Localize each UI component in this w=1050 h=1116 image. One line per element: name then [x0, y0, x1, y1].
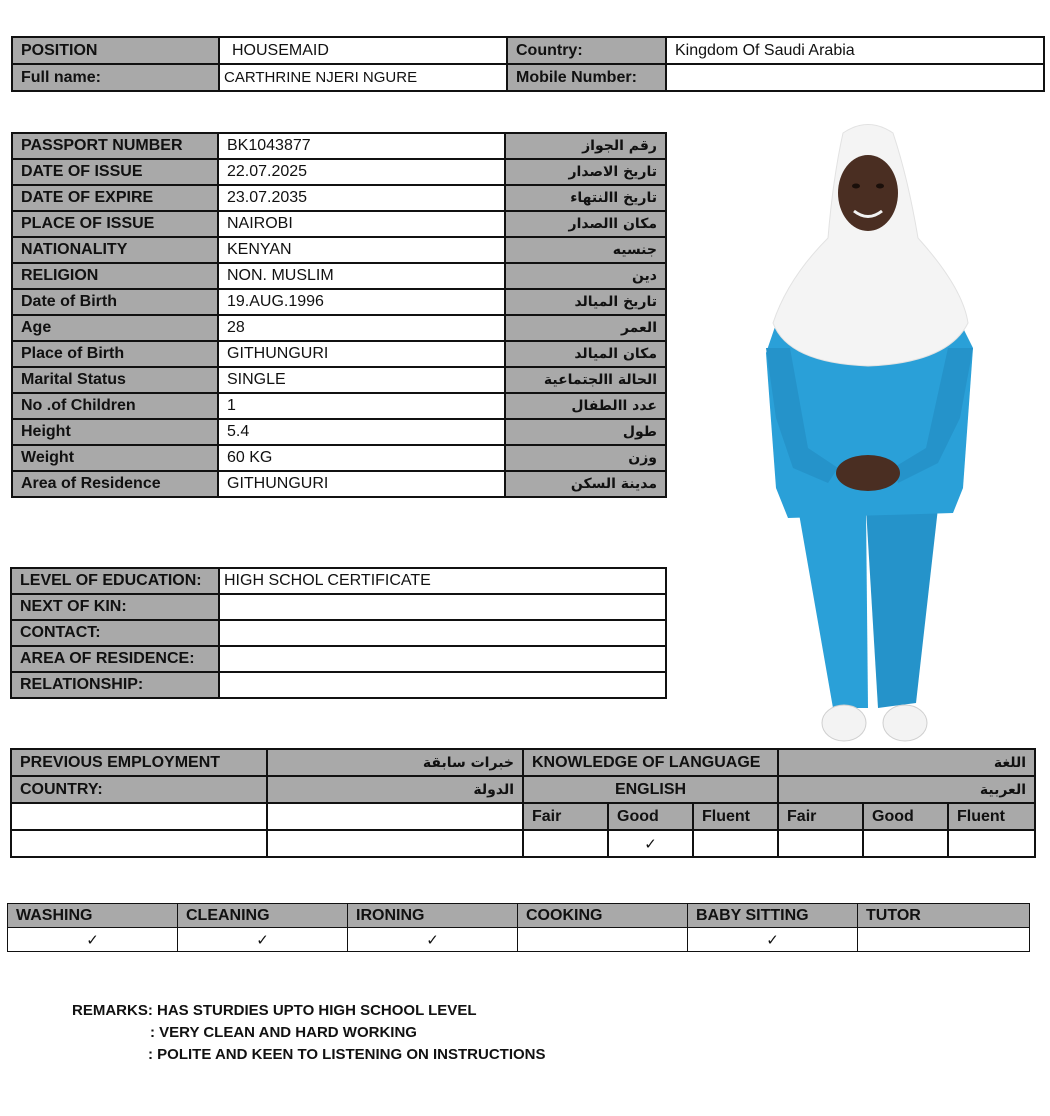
- mobile-value: [666, 64, 1044, 91]
- passport-row: [12, 133, 666, 159]
- arabic-good-mark: [863, 830, 948, 857]
- country-label: Country:: [507, 37, 666, 64]
- employment-country-label: COUNTRY:: [11, 776, 267, 803]
- passport-row-label: Height: [12, 419, 218, 445]
- passport-row-arabic: العمر: [505, 315, 666, 341]
- passport-row-label: RELIGION: [12, 263, 218, 289]
- passport-row: [12, 393, 666, 419]
- trouser-right: [866, 508, 938, 708]
- eye-right: [876, 184, 884, 189]
- arabic-language-label: العربية: [778, 776, 1035, 803]
- passport-row-arabic: دين: [505, 263, 666, 289]
- passport-row-arabic: مدينة السكن: [505, 471, 666, 497]
- passport-row-arabic: رقم الجواز: [505, 133, 666, 159]
- previous-employment-arabic: خبرات سابقة: [267, 749, 523, 776]
- passport-row-label: DATE OF EXPIRE: [12, 185, 218, 211]
- fullname-label: Full name:: [12, 64, 219, 91]
- education-row: [11, 594, 666, 620]
- trouser-left: [798, 508, 868, 708]
- passport-row: [12, 185, 666, 211]
- passport-row-value: GITHUNGURI: [218, 341, 505, 367]
- education-row-label: AREA OF RESIDENCE:: [11, 646, 219, 672]
- english-fluent-mark: [693, 830, 778, 857]
- shoe-right: [883, 705, 927, 741]
- passport-row-label: NATIONALITY: [12, 237, 218, 263]
- employment-cell: [267, 830, 523, 857]
- education-row-label: LEVEL OF EDUCATION:: [11, 568, 219, 594]
- passport-row: [12, 237, 666, 263]
- passport-row-arabic: مكان االصدار: [505, 211, 666, 237]
- education-row-label: CONTACT:: [11, 620, 219, 646]
- passport-row-arabic: مكان الميالد: [505, 341, 666, 367]
- passport-row-label: Place of Birth: [12, 341, 218, 367]
- skill-name: TUTOR: [858, 904, 1030, 928]
- employment-country-row: [11, 776, 1035, 803]
- skill-name: IRONING: [348, 904, 518, 928]
- education-row: [11, 568, 666, 594]
- fullname-value: CARTHRINE NJERI NGURE: [219, 64, 507, 91]
- passport-row-value: BK1043877: [218, 133, 505, 159]
- education-row-label: NEXT OF KIN:: [11, 594, 219, 620]
- education-row-value: [219, 646, 666, 672]
- passport-row: [12, 289, 666, 315]
- education-row: [11, 672, 666, 698]
- remarks: [72, 1000, 546, 1066]
- education-row: [11, 620, 666, 646]
- arabic-level-fair: Fair: [778, 803, 863, 830]
- remarks-line-3: : POLITE AND KEEN TO LISTENING ON INSTRUCTIONS: [148, 1046, 546, 1063]
- header-table: [11, 36, 1045, 92]
- previous-employment-label: PREVIOUS EMPLOYMENT: [11, 749, 267, 776]
- passport-row: [12, 315, 666, 341]
- passport-row-arabic: تاريخ الميالد: [505, 289, 666, 315]
- arabic-level-fluent: Fluent: [948, 803, 1035, 830]
- passport-row-label: No .of Children: [12, 393, 218, 419]
- skills-table: [7, 903, 1030, 952]
- face: [838, 155, 898, 231]
- fullname-row: [12, 64, 1044, 91]
- passport-row-value: 22.07.2025: [218, 159, 505, 185]
- passport-row-arabic: وزن: [505, 445, 666, 471]
- employment-header-row: [11, 749, 1035, 776]
- eye-left: [852, 184, 860, 189]
- hands: [836, 455, 900, 491]
- passport-row-label: Marital Status: [12, 367, 218, 393]
- education-row-value: HIGH SCHOL CERTIFICATE: [219, 568, 666, 594]
- english-good-mark: ✓: [608, 830, 693, 857]
- skill-name: CLEANING: [178, 904, 348, 928]
- passport-details-table: [11, 132, 667, 498]
- position-label: POSITION: [12, 37, 219, 64]
- arabic-fluent-mark: [948, 830, 1035, 857]
- mobile-label: Mobile Number:: [507, 64, 666, 91]
- education-row: [11, 646, 666, 672]
- passport-row: [12, 211, 666, 237]
- position-value: HOUSEMAID: [219, 37, 507, 64]
- shoe-left: [822, 705, 866, 741]
- education-row-label: RELATIONSHIP:: [11, 672, 219, 698]
- remarks-line-1: REMARKS: HAS STURDIES UPTO HIGH SCHOOL LEVEL: [72, 1002, 477, 1019]
- employment-country-arabic: الدولة: [267, 776, 523, 803]
- passport-row-value: 28: [218, 315, 505, 341]
- arabic-fair-mark: [778, 830, 863, 857]
- skill-mark: ✓: [178, 928, 348, 952]
- skill-mark: [858, 928, 1030, 952]
- education-row-value: [219, 594, 666, 620]
- passport-row-label: DATE OF ISSUE: [12, 159, 218, 185]
- passport-row-label: Date of Birth: [12, 289, 218, 315]
- passport-row: [12, 263, 666, 289]
- passport-row-arabic: الحالة االجتماعية: [505, 367, 666, 393]
- passport-row-label: Age: [12, 315, 218, 341]
- passport-row-value: SINGLE: [218, 367, 505, 393]
- passport-row: [12, 341, 666, 367]
- english-level-fair: Fair: [523, 803, 608, 830]
- passport-row-label: Weight: [12, 445, 218, 471]
- education-row-value: [219, 672, 666, 698]
- english-level-fluent: Fluent: [693, 803, 778, 830]
- language-arabic-label: اللغة: [778, 749, 1035, 776]
- education-table: [10, 567, 667, 699]
- passport-row: [12, 471, 666, 497]
- passport-row-value: GITHUNGURI: [218, 471, 505, 497]
- passport-row-value: NAIROBI: [218, 211, 505, 237]
- passport-row: [12, 367, 666, 393]
- passport-row-value: 5.4: [218, 419, 505, 445]
- passport-row-arabic: طول: [505, 419, 666, 445]
- remarks-line-2: : VERY CLEAN AND HARD WORKING: [150, 1024, 417, 1041]
- employment-language-table: [10, 748, 1036, 858]
- passport-row-value: 60 KG: [218, 445, 505, 471]
- passport-row-arabic: عدد االطفال: [505, 393, 666, 419]
- passport-row-arabic: تاريخ الاصدار: [505, 159, 666, 185]
- skill-mark: ✓: [8, 928, 178, 952]
- passport-row-value: NON. MUSLIM: [218, 263, 505, 289]
- country-value: Kingdom Of Saudi Arabia: [666, 37, 1044, 64]
- passport-row-arabic: جنسيه: [505, 237, 666, 263]
- english-level-good: Good: [608, 803, 693, 830]
- skill-mark: ✓: [348, 928, 518, 952]
- skill-mark: ✓: [688, 928, 858, 952]
- passport-row-label: PLACE OF ISSUE: [12, 211, 218, 237]
- passport-row-value: 19.AUG.1996: [218, 289, 505, 315]
- passport-row-value: KENYAN: [218, 237, 505, 263]
- candidate-photo: [748, 118, 988, 748]
- passport-row-label: PASSPORT NUMBER: [12, 133, 218, 159]
- knowledge-of-language-label: KNOWLEDGE OF LANGUAGE: [523, 749, 778, 776]
- language-marks-row: [11, 830, 1035, 857]
- position-row: [12, 37, 1044, 64]
- employment-cell: [267, 803, 523, 830]
- skills-header-row: [8, 904, 1030, 928]
- passport-row-label: Area of Residence: [12, 471, 218, 497]
- english-label: ENGLISH: [523, 776, 778, 803]
- skills-marks-row: [8, 928, 1030, 952]
- passport-row: [12, 419, 666, 445]
- english-fair-mark: [523, 830, 608, 857]
- language-levels-row: [11, 803, 1035, 830]
- passport-row-value: 23.07.2035: [218, 185, 505, 211]
- passport-row-arabic: تاريخ االنتهاء: [505, 185, 666, 211]
- employment-cell: [11, 830, 267, 857]
- passport-row: [12, 445, 666, 471]
- employment-cell: [11, 803, 267, 830]
- arabic-level-good: Good: [863, 803, 948, 830]
- skill-name: BABY SITTING: [688, 904, 858, 928]
- skill-name: WASHING: [8, 904, 178, 928]
- passport-row-value: 1: [218, 393, 505, 419]
- skill-mark: [518, 928, 688, 952]
- education-row-value: [219, 620, 666, 646]
- passport-row: [12, 159, 666, 185]
- skill-name: COOKING: [518, 904, 688, 928]
